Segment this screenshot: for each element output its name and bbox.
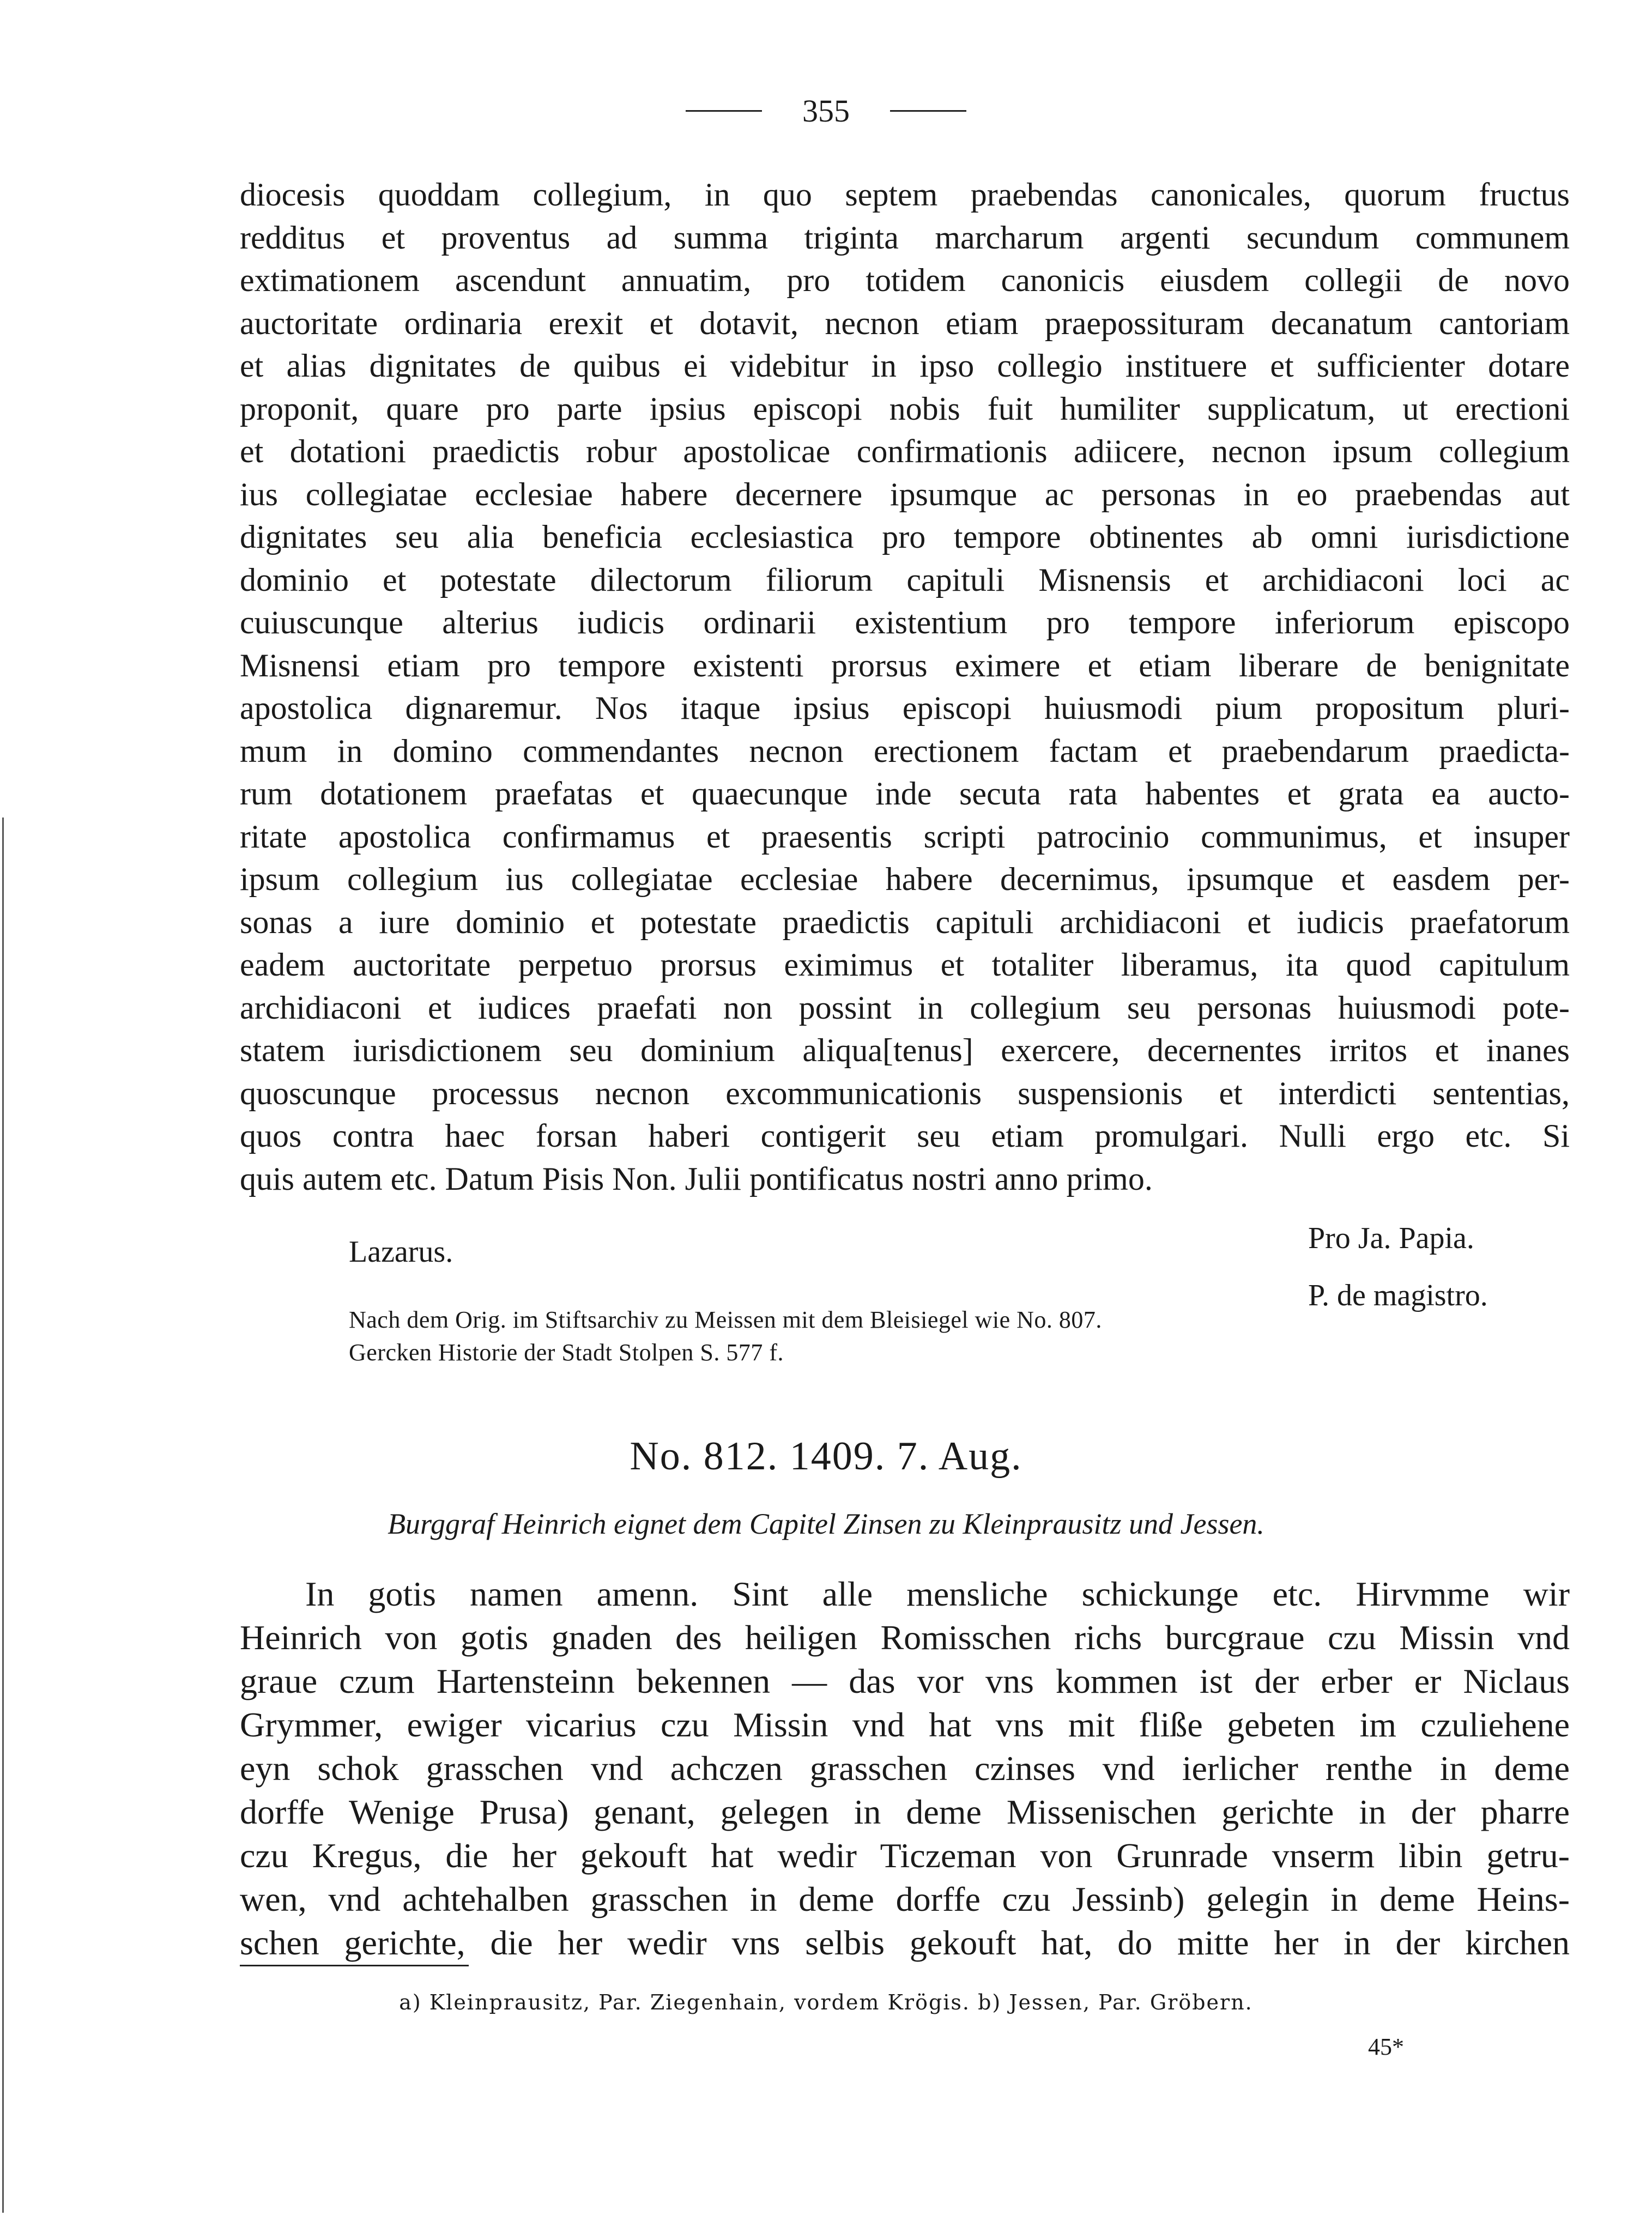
text-line: rum dotationem praefatas et quaecunque inde secuta rata habentes et grata ea aucto- xyxy=(240,776,1570,812)
signature-notary-2: P. de magistro. xyxy=(1308,1279,1488,1312)
text-line: graue czum Hartensteinn bekennen — das vor vns kommen ist der erber er Niclaus xyxy=(240,1662,1570,1700)
text-line: ius collegiatae ecclesiae habere decernere ipsumque ac personas in eo praebendas aut xyxy=(240,476,1570,512)
text-line: quos contra haec forsan haberi contigerit seu etiam promulgari. Nulli ergo etc. Si xyxy=(240,1118,1570,1154)
text-line: statem iurisdictionem seu dominium aliqua[tenus] exercere, decernentes irritos et inanes xyxy=(240,1032,1570,1068)
text-line: sonas a iure dominio et potestate praedictis capituli archidiaconi et iudicis praefatorum xyxy=(240,904,1570,940)
document-summary: Burggraf Heinrich eignet dem Capitel Zinsen zu Kleinprausitz und Jessen. xyxy=(388,1507,1264,1540)
text-line: schen gerichte, die her wedir vns selbis gekouft hat, do mitte her in der kirchen xyxy=(240,1923,1570,1962)
text-line: Heinrich von gotis gnaden des heiligen Romisschen richs burcgraue czu Missin vnd xyxy=(240,1618,1570,1657)
latin-charter-text xyxy=(240,173,1570,1200)
text-line: et dotationi praedictis robur apostolicae confirmationis adiicere, necnon ipsum collegium xyxy=(240,433,1570,469)
text-line: dominio et potestate dilectorum filiorum capituli Misnensis et archidiaconi loci ac xyxy=(240,561,1570,598)
text-line: proponit, quare pro parte ipsius episcopi nobis fuit humiliter supplicatum, ut erectioni xyxy=(240,390,1570,427)
text-line: mum in domino commendantes necnon erectionem factam et praebendarum praedicta- xyxy=(240,732,1570,769)
page-number: 355 xyxy=(802,93,850,129)
text-line: ritate apostolica confirmamus et praesentis scripti patrocinio communimus, et insuper xyxy=(240,818,1570,855)
text-line: wen, vnd achtehalben grasschen in deme dorffe czu Jessinb) gelegin in deme Heins- xyxy=(240,1880,1570,1918)
page-header xyxy=(0,93,1652,129)
text-line: apostolica dignaremur. Nos itaque ipsius episcopi huiusmodi pium propositum pluri- xyxy=(240,690,1570,726)
german-charter-text xyxy=(240,1572,1570,1965)
text-line: cuiuscunque alterius iudicis ordinarii existentium pro tempore inferiorum episcopo xyxy=(240,604,1570,640)
header-dash-right xyxy=(890,110,966,112)
text-line: Grymmer, ewiger vicarius czu Missin vnd hat vns mit fliße gebeten im czuliehene xyxy=(240,1705,1570,1744)
sheet-signature-mark: 45* xyxy=(1368,2033,1404,2060)
text-line: auctoritate ordinaria erexit et dotavit, necnon etiam praepossituram decanatum cantoriam xyxy=(240,305,1570,341)
source-line: Gercken Historie der Stadt Stolpen S. 577 f. xyxy=(349,1339,784,1366)
text-line: quis autem etc. Datum Pisis Non. Julii pontificatus nostri anno primo. xyxy=(240,1160,1153,1197)
source-note xyxy=(349,1304,1102,1369)
text-line: extimationem ascendunt annuatim, pro totidem canonicis eiusdem collegii de novo xyxy=(240,262,1570,298)
signature-scribe: Lazarus. xyxy=(349,1235,453,1269)
footnote: a) Kleinprausitz, Par. Ziegenhain, vordem Krögis. b) Jessen, Par. Gröbern. xyxy=(399,1990,1253,2014)
text-line: In gotis namen amenn. Sint alle mensliche schickunge etc. Hirvmme wir xyxy=(305,1575,1570,1613)
header-dash-left xyxy=(686,110,762,112)
document-heading: No. 812. 1409. 7. Aug. xyxy=(630,1434,1022,1479)
text-line: czu Kregus, die her gekouft hat wedir Ticzeman von Grunrade vnserm libin getru- xyxy=(240,1836,1570,1875)
text-line: Misnensi etiam pro tempore existenti prorsus eximere et etiam liberare de benignitate xyxy=(240,647,1570,683)
text-line: diocesis quoddam collegium, in quo septem praebendas canonicales, quorum fructus xyxy=(240,177,1570,213)
footnote-rule xyxy=(240,1965,469,1966)
text-line: eyn schok grasschen vnd achczen grasschen czinses vnd ierlicher renthe in deme xyxy=(240,1749,1570,1788)
text-line: quoscunque processus necnon excommunicationis suspensionis et interdicti sententias, xyxy=(240,1075,1570,1111)
source-line: Nach dem Orig. im Stiftsarchiv zu Meissen mit dem Bleisiegel wie No. 807. xyxy=(349,1306,1102,1333)
text-line: dorffe Wenige Prusa) genant, gelegen in deme Missenischen gerichte in der pharre xyxy=(240,1793,1570,1831)
signature-notary-1: Pro Ja. Papia. xyxy=(1308,1221,1474,1255)
text-line: archidiaconi et iudices praefati non possint in collegium seu personas huiusmodi pote- xyxy=(240,989,1570,1026)
text-line: et alias dignitates de quibus ei videbitur in ipso collegio instituere et sufficienter dotare xyxy=(240,348,1570,384)
text-line: redditus et proventus ad summa triginta marcharum argenti secundum communem xyxy=(240,219,1570,256)
text-line: dignitates seu alia beneficia ecclesiastica pro tempore obtinentes ab omni iurisdictione xyxy=(240,519,1570,555)
text-line: ipsum collegium ius collegiatae ecclesiae habere decernimus, ipsumque et easdem per- xyxy=(240,861,1570,897)
text-line: eadem auctoritate perpetuo prorsus eximimus et totaliter liberamus, ita quod capitulum xyxy=(240,947,1570,983)
